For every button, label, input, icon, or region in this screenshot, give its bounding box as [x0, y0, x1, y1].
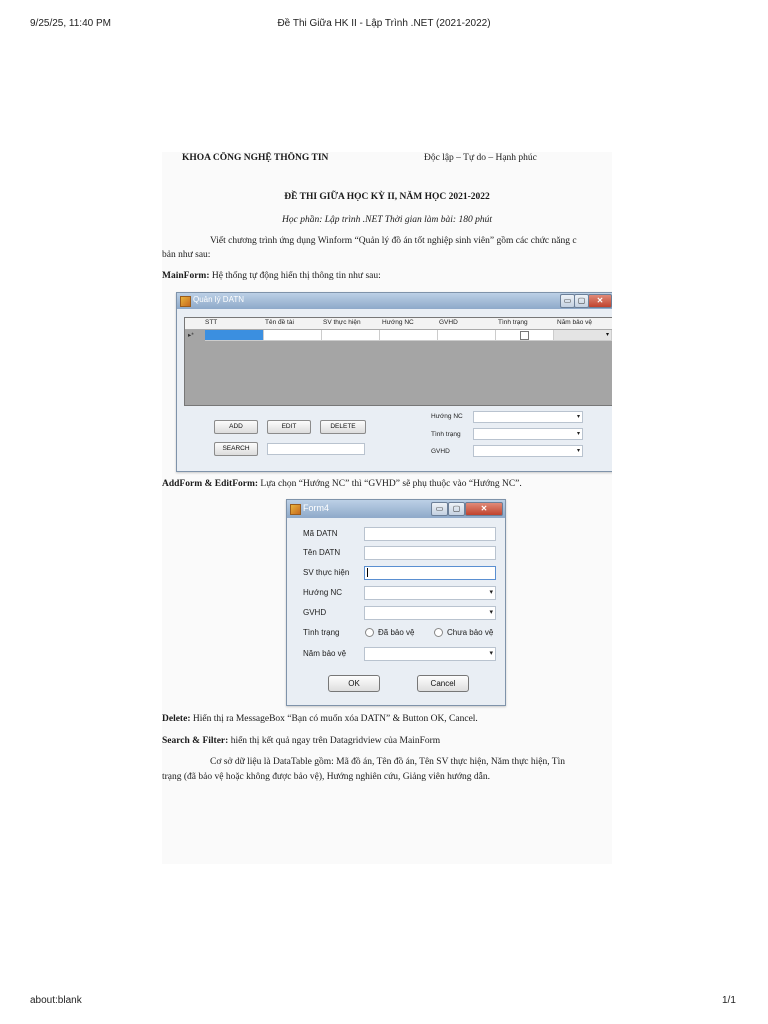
radio-chua-bao-ve[interactable]	[434, 628, 443, 637]
datagridview[interactable]	[184, 317, 612, 406]
chevron-down-icon: ▾	[489, 650, 493, 657]
print-datetime: 9/25/25, 11:40 PM	[30, 18, 111, 29]
addform-text: Lựa chọn “Hướng NC” thì “GVHD” sẽ phụ thuộc vào “Hướng NC”.	[258, 479, 522, 489]
close-icon[interactable]: ✕	[588, 294, 612, 308]
chevron-down-icon: ▾	[576, 414, 580, 420]
ma-datn-input[interactable]	[364, 527, 496, 541]
form4-window	[286, 499, 506, 706]
search-description	[162, 736, 440, 746]
delete-heading: Delete:	[162, 714, 191, 724]
mainform-heading: MainForm:	[162, 271, 210, 281]
exam-subtitle: Học phần: Lập trình .NET Thời gian làm bài: 180 phút	[282, 215, 492, 225]
scanned-document	[162, 152, 612, 864]
ok-button[interactable]: OK	[328, 675, 380, 692]
cut-header-right: Độc lập – Tự do – Hạnh phúc	[424, 153, 537, 163]
col-sv-thuc-hien[interactable]: SV thực hiện	[323, 319, 361, 326]
app-icon	[180, 296, 191, 307]
ten-datn-input[interactable]	[364, 546, 496, 560]
col-tinh-trang[interactable]: Tình trạng	[498, 319, 528, 326]
grid-cell-stt[interactable]	[205, 330, 264, 341]
edit-button[interactable]: EDIT	[267, 420, 311, 434]
addform-description	[162, 479, 522, 489]
db-line-1: Cơ sở dữ liệu là DataTable gồm: Mã đồ án, Tên đồ án, Tên SV thực hiện, Năm thực hiện, Tìn	[210, 757, 565, 767]
sv-thuc-hien-label: SV thực hiện	[303, 568, 350, 577]
filter-tinhtrang-label: Tình trạng	[431, 431, 461, 438]
grid-cell-huong[interactable]	[380, 330, 438, 341]
radio-da-bao-ve[interactable]	[365, 628, 374, 637]
huong-nc-label: Hướng NC	[303, 588, 343, 597]
ma-datn-label: Mã DATN	[303, 529, 338, 538]
chevron-down-icon: ▾	[605, 332, 609, 338]
cut-header-left: KHOA CÔNG NGHỆ THÔNG TIN	[182, 153, 329, 163]
delete-button[interactable]: DELETE	[320, 420, 366, 434]
chevron-down-icon: ▾	[576, 431, 580, 437]
exam-title: ĐỀ THI GIỮA HỌC KỲ II, NĂM HỌC 2021-2022	[284, 192, 490, 202]
db-line-2: trạng (đã bảo vệ hoặc không được bảo vệ), Hướng nghiên cứu, Giảng viên hướng dẫn.	[162, 772, 490, 782]
form4-title: Form4	[303, 503, 330, 513]
search-button[interactable]: SEARCH	[214, 442, 258, 456]
text-caret	[367, 568, 368, 577]
sv-thuc-hien-input[interactable]	[364, 566, 496, 580]
col-ten-de-tai[interactable]: Tên đề tài	[265, 319, 294, 326]
ten-datn-label: Tên DATN	[303, 548, 341, 557]
maximize-icon[interactable]: ▢	[448, 502, 465, 516]
minimize-icon[interactable]: ▭	[431, 502, 448, 516]
grid-cell-ten[interactable]	[264, 330, 322, 341]
filter-gvhd-select[interactable]	[473, 445, 583, 457]
cancel-button[interactable]: Cancel	[417, 675, 469, 692]
mainform-titlebar	[177, 293, 612, 309]
minimize-icon[interactable]: ▭	[560, 294, 575, 308]
mainform-text: Hệ thống tự động hiển thị thông tin như sau:	[209, 271, 381, 281]
chevron-down-icon: ▾	[576, 448, 580, 454]
gvhd-label: GVHD	[303, 608, 327, 617]
intro-line-2: bản như sau:	[162, 250, 211, 260]
maximize-icon[interactable]: ▢	[574, 294, 589, 308]
delete-description	[162, 714, 478, 724]
delete-text: Hiển thị ra MessageBox “Bạn có muốn xóa DATN” & Button OK, Cancel.	[190, 714, 478, 724]
filter-tinhtrang-select[interactable]	[473, 428, 583, 440]
grid-header	[185, 318, 612, 330]
tinhtrang-checkbox[interactable]	[520, 331, 529, 340]
intro-line-1: Viết chương trình ứng dụng Winform “Quản lý đồ án tốt nghiệp sinh viên” gồm các chức năng c	[210, 236, 577, 246]
radio-chua-bao-ve-label: Chưa bảo vệ	[447, 628, 494, 637]
chevron-down-icon: ▾	[489, 589, 493, 596]
col-huong-nc[interactable]: Hướng NC	[382, 319, 414, 326]
col-gvhd[interactable]: GVHD	[439, 319, 458, 326]
filter-huong-select[interactable]	[473, 411, 583, 423]
search-text: hiển thị kết quả ngay trên Datagridview của MainForm	[228, 736, 441, 746]
form4-titlebar	[287, 500, 505, 518]
filter-huong-label: Hướng NC	[431, 413, 463, 420]
app-icon	[290, 504, 301, 515]
chevron-down-icon: ▾	[489, 609, 493, 616]
addform-heading: AddForm & EditForm:	[162, 479, 259, 489]
col-stt[interactable]: STT	[205, 319, 218, 326]
gvhd-select[interactable]	[364, 606, 496, 620]
print-page-count: 1/1	[722, 995, 736, 1006]
mainform-description	[162, 271, 381, 281]
tinh-trang-label: Tình trạng	[303, 628, 340, 637]
nam-bao-ve-label: Năm bảo vệ	[303, 649, 347, 658]
print-url: about:blank	[30, 995, 82, 1006]
grid-cell-gvhd[interactable]	[438, 330, 496, 341]
search-input[interactable]	[267, 443, 365, 455]
add-button[interactable]: ADD	[214, 420, 258, 434]
new-row-marker: ▸*	[188, 332, 194, 339]
filter-gvhd-label: GVHD	[431, 448, 450, 455]
mainform-title: Quản lý DATN	[193, 295, 244, 304]
col-nam-bao-ve[interactable]: Năm bảo vệ	[557, 319, 593, 326]
mainform-window	[176, 292, 612, 472]
radio-da-bao-ve-label: Đã bảo vệ	[378, 628, 415, 637]
close-icon[interactable]: ✕	[465, 502, 503, 516]
print-title: Đề Thi Giữa HK II - Lập Trình .NET (2021-2022)	[277, 18, 491, 29]
nam-bao-ve-select[interactable]	[364, 647, 496, 661]
huong-nc-select[interactable]	[364, 586, 496, 600]
grid-cell-sv[interactable]	[322, 330, 380, 341]
grid-cell-nam[interactable]	[554, 330, 612, 341]
grid-cell-tinhtrang[interactable]	[496, 330, 554, 341]
search-heading: Search & Filter:	[162, 736, 229, 746]
